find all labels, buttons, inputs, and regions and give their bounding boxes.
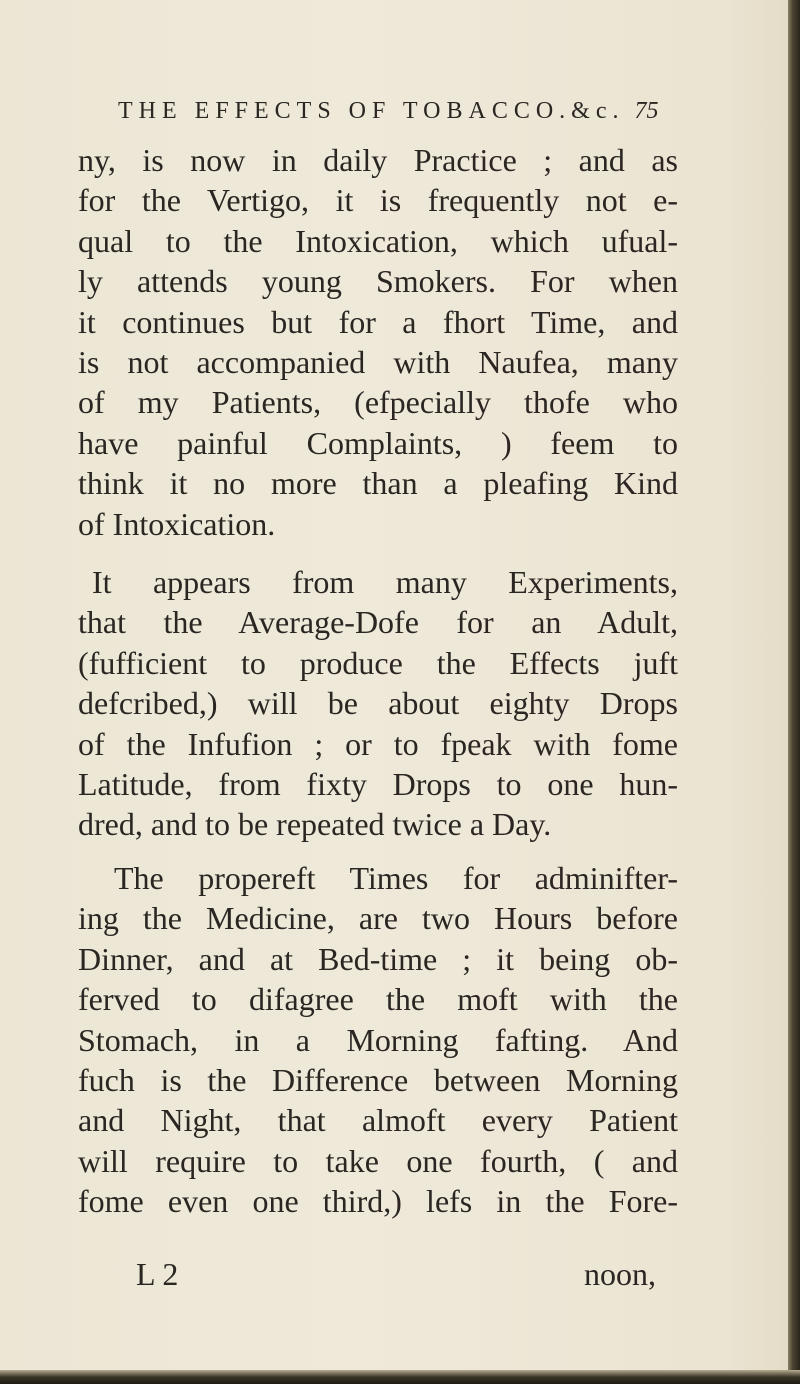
text-line: of Intoxication.: [78, 505, 276, 542]
text-line: The propereft Times for adminifter-: [114, 860, 678, 896]
text-line: fuch is the Difference between Morning: [78, 1062, 678, 1099]
text-line: ny, is now in daily Practice ; and as: [78, 142, 678, 178]
text-line: ly attends young Smokers. For when: [78, 263, 678, 300]
running-title: THE EFFECTS OF TOBACCO.&c.: [118, 98, 625, 124]
text-line: Stomach, in a Morning fafting. And: [78, 1021, 678, 1058]
page-number: 75: [634, 98, 659, 124]
text-line: and Night, that almoft every Patient: [78, 1102, 678, 1139]
text-line: fome even one third,) lefs in the Fore-: [78, 1183, 678, 1220]
text-line: Dinner, and at Bed-time ; it being ob-: [78, 940, 678, 977]
text-line: ing the Medicine, are two Hours before: [78, 900, 678, 937]
text-line: It appears from many Experiments,: [92, 564, 678, 600]
text-line: ferved to difagree the moft with the: [78, 981, 678, 1018]
text-line: (fufficient to produce the Effects juft: [78, 644, 678, 681]
text-line: that the Average-Dofe for an Adult,: [78, 604, 678, 641]
signature-mark: L 2: [136, 1256, 179, 1292]
running-header: [118, 98, 678, 125]
text-line: of the Infufion ; or to fpeak with fome: [78, 725, 678, 762]
page-edge-right: [788, 0, 800, 1384]
text-line: will require to take one fourth, ( and: [78, 1142, 678, 1179]
paragraph-2: [78, 562, 678, 845]
text-line: think it no more than a pleafing Kind: [78, 465, 678, 502]
text-line: defcribed,) will be about eighty Drops: [78, 685, 678, 722]
text-line: have painful Complaints, ) feem to: [78, 424, 678, 461]
page-edge-bottom: [0, 1370, 800, 1384]
text-line: for the Vertigo, it is frequently not e-: [78, 182, 678, 219]
text-line: of my Patients, (efpecially thofe who: [78, 384, 678, 421]
paragraph-3: [78, 858, 678, 1222]
text-line: qual to the Intoxication, which ufual-: [78, 222, 678, 259]
text-line: Latitude, from fixty Drops to one hun-: [78, 766, 678, 803]
text-line: it continues but for a fhort Time, and: [78, 303, 678, 340]
catchword: noon,: [584, 1256, 656, 1292]
text-line: dred, and to be repeated twice a Day.: [78, 806, 552, 843]
text-line: is not accompanied with Naufea, many: [78, 344, 678, 381]
paragraph-1: [78, 140, 678, 544]
